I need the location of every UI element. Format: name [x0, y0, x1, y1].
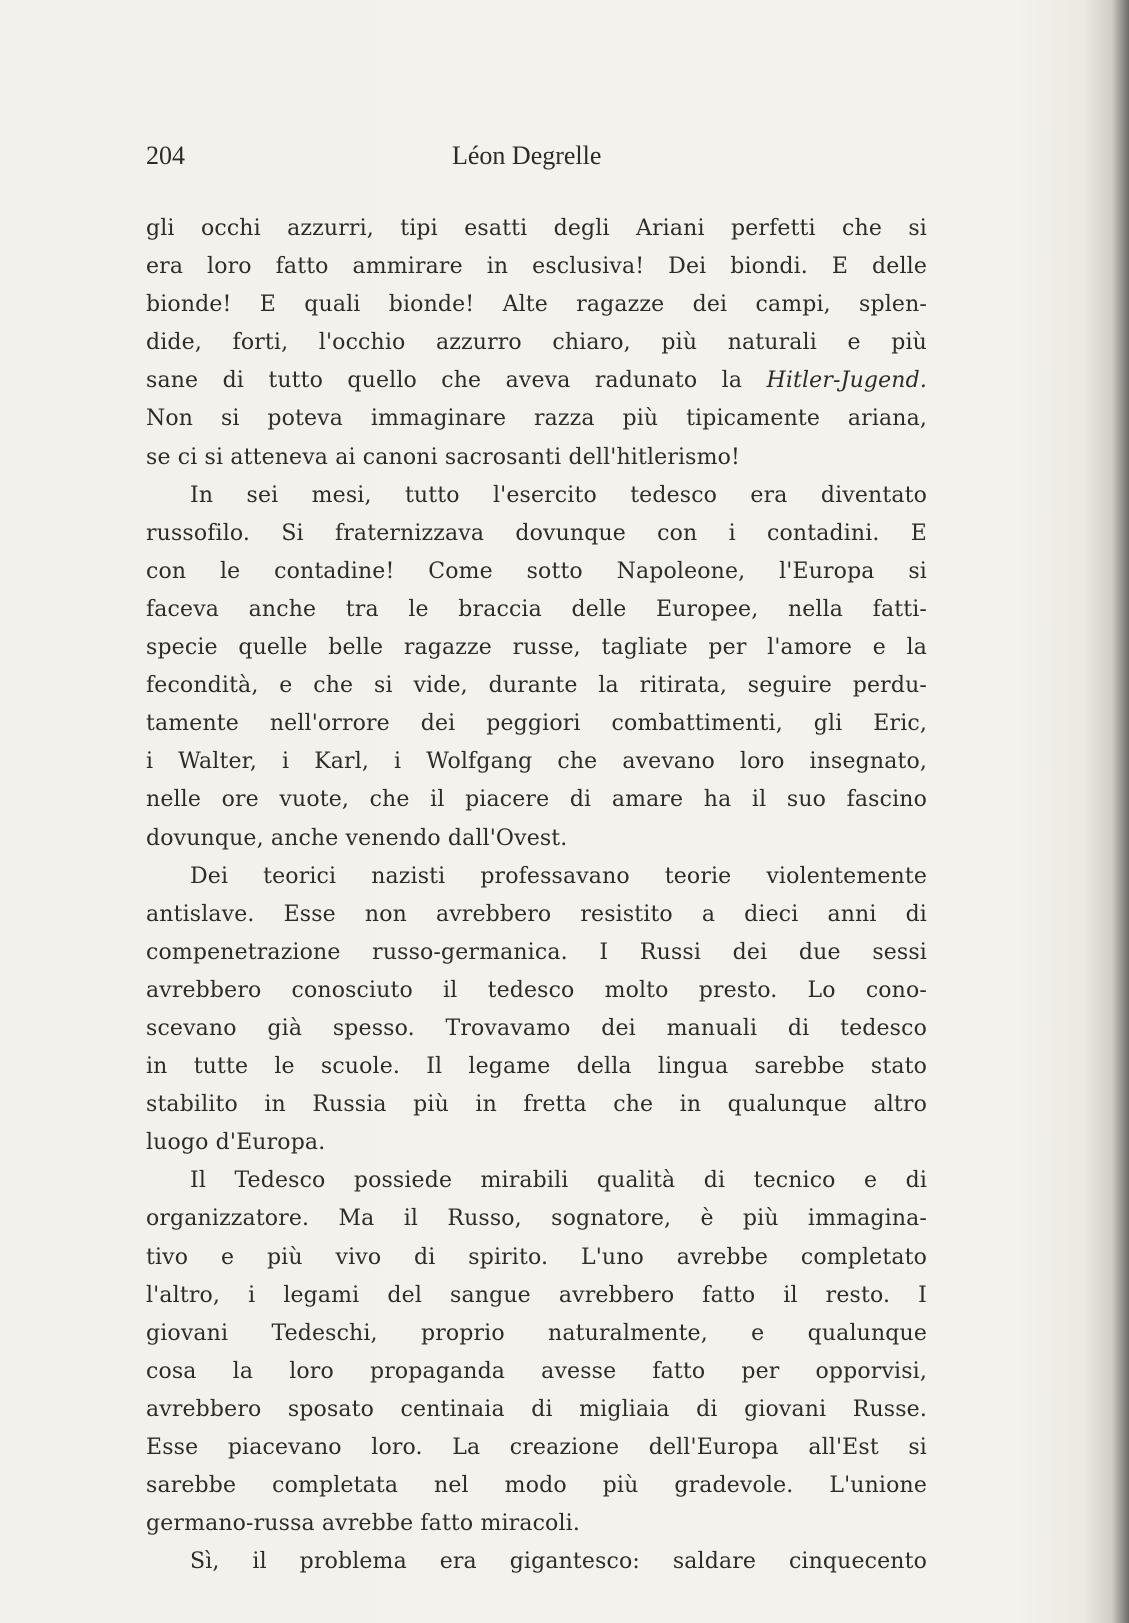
- text-line: dide, forti, l'occhio azzurro chiaro, più naturali e più: [146, 330, 927, 356]
- text-line: nelle ore vuote, che il piacere di amare ha il suo fascino: [146, 787, 927, 813]
- text-line: germano-russa avrebbe fatto miracoli.: [146, 1511, 580, 1537]
- paragraph: [146, 858, 927, 1163]
- text-line: Il Tedesco possiede mirabili qualità di tecnico e di: [190, 1168, 927, 1194]
- text-line: dovunque, anche venendo dall'Ovest.: [146, 825, 568, 851]
- text-line: Non si poteva immaginare razza più tipicamente ariana,: [146, 406, 927, 432]
- paragraph: [146, 477, 927, 858]
- text-line: specie quelle belle ragazze russe, tagliate per l'amore e la: [146, 635, 927, 661]
- text-line: se ci si atteneva ai canoni sacrosanti dell'hitlerismo!: [146, 444, 741, 470]
- text-line: gli occhi azzurri, tipi esatti degli Ariani perfetti che si: [146, 216, 927, 241]
- text-line: avrebbero conosciuto il tedesco molto presto. Lo cono-: [146, 977, 927, 1003]
- text-line: Dei teorici nazisti professavano teorie violentemente: [190, 863, 927, 889]
- text-line: luogo d'Europa.: [146, 1130, 326, 1156]
- paragraph: [146, 1543, 927, 1581]
- text-line: stabilito in Russia più in fretta che in qualunque altro: [146, 1092, 927, 1118]
- running-title: Léon Degrelle: [452, 141, 602, 170]
- paragraph: [146, 1162, 927, 1543]
- text-line: russofilo. Si fraternizzava dovunque con i contadini. E: [146, 520, 927, 546]
- text-line: Esse piacevano loro. La creazione dell'Europa all'Est si: [146, 1435, 927, 1460]
- text-line: Sì, il problema era gigantesco: saldare cinquecento: [190, 1549, 927, 1575]
- text-line: tivo e più vivo di spirito. L'uno avrebbe completato: [146, 1244, 927, 1270]
- text-line: sarebbe completata nel modo più gradevole. L'unione: [146, 1473, 927, 1499]
- italic-title: Hitler-Jugend.: [766, 368, 927, 394]
- text-line: tamente nell'orrore dei peggiori combattimenti, gli Eric,: [146, 711, 927, 737]
- text-line: In sei mesi, tutto l'esercito tedesco era diventato: [190, 482, 927, 508]
- text-line: avrebbero sposato centinaia di migliaia di giovani Russe.: [146, 1396, 927, 1422]
- text-line: l'altro, i legami del sangue avrebbero fatto il resto. I: [146, 1282, 927, 1308]
- body-text: [146, 210, 927, 1581]
- text-line: organizzatore. Ma il Russo, sognatore, è più immagina-: [146, 1206, 927, 1232]
- text-segment: sane di tutto quello che aveva radunato la: [146, 368, 767, 394]
- text-line: giovani Tedeschi, proprio naturalmente, e qualunque: [146, 1320, 927, 1346]
- text-line: scevano già spesso. Trovavamo dei manuali di tedesco: [146, 1015, 927, 1041]
- text-line: cosa la loro propaganda avesse fatto per opporvisi,: [146, 1358, 927, 1384]
- paragraph: [146, 210, 927, 477]
- text-line: i Walter, i Karl, i Wolfgang che avevano loro insegnato,: [146, 749, 927, 775]
- text-line: faceva anche tra le braccia delle Europee, nella fatti-: [146, 596, 927, 622]
- text-line-with-italic: [146, 362, 927, 400]
- page-number: 204: [146, 141, 185, 170]
- text-line: in tutte le scuole. Il legame della lingua sarebbe stato: [146, 1054, 927, 1080]
- text-line: fecondità, e che si vide, durante la ritirata, seguire perdu-: [146, 673, 927, 699]
- text-line: era loro fatto ammirare in esclusiva! Dei biondi. E delle: [146, 254, 927, 280]
- text-line: con le contadine! Come sotto Napoleone, l'Europa si: [146, 558, 927, 584]
- text-line: bionde! E quali bionde! Alte ragazze dei campi, splen-: [146, 292, 927, 318]
- text-line: compenetrazione russo-germanica. I Russi dei due sessi: [146, 939, 927, 965]
- text-line: antislave. Esse non avrebbero resistito a dieci anni di: [146, 901, 927, 927]
- page-header: [146, 141, 927, 177]
